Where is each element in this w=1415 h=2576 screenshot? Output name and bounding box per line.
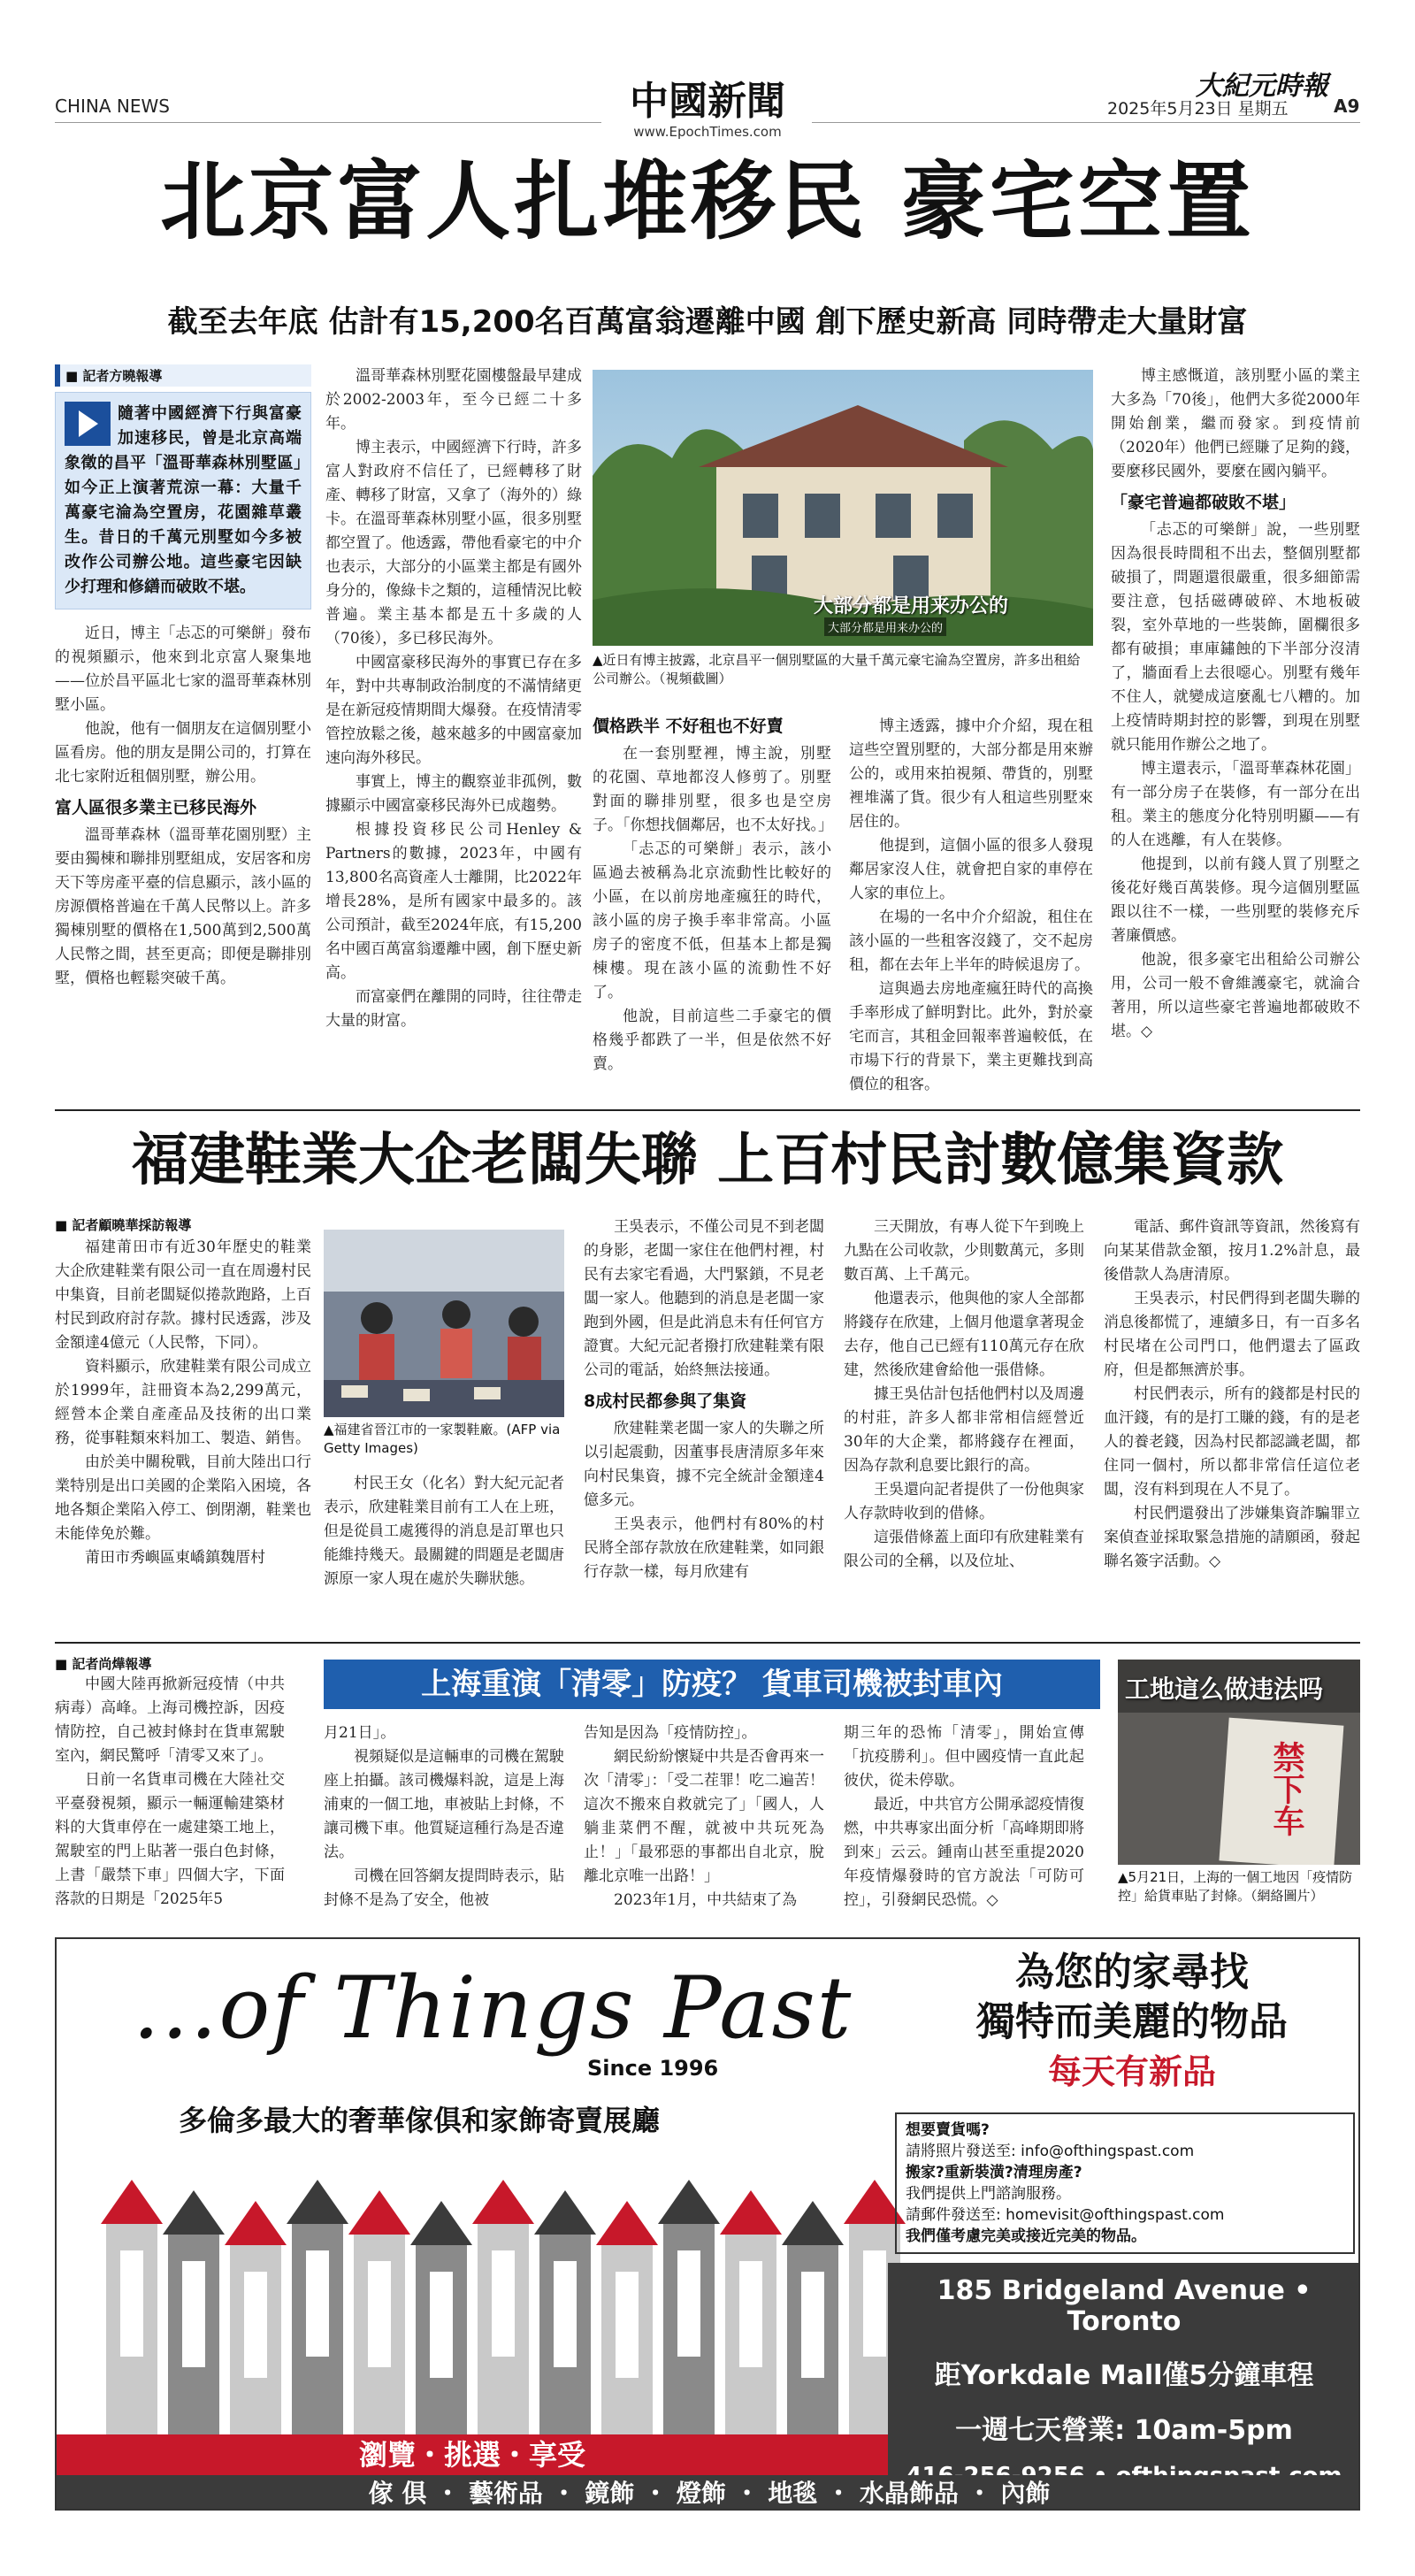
paragraph: 「忐忑的可樂餅」表示，該小區過去被稱為北京流動性比較好的小區，在以前房地產瘋狂的時代，該小區的房子換手率非常高。小區房子的密度不低，但基本上都是獨棟樓。現在該小區的流動性不好了。 [593,840,831,1001]
paragraph: 在一套別墅裡，博主說，別墅的花園、草地都沒人修剪了。別墅對面的聯排別墅，很多也是空房子。「你想找個鄰居，也不太好找。」 [593,745,833,834]
section-title: 中國新聞 [630,79,785,124]
contact-question: 搬家?重新裝潢?清理房產? [906,2164,1082,2181]
story3-col3 [584,1721,824,1913]
story2-col5 [1104,1215,1360,1574]
issue-date: 2025年5月23日 星期五 [1107,99,1289,119]
play-arrow-icon [65,402,111,446]
website-link[interactable]: www.EpochTimes.com [633,124,782,140]
house-window [368,2261,391,2367]
house-window [244,2272,267,2378]
paragraph: 他提到，這個小區的很多人發現鄰居家沒人住，就會把自家的車停在人家的車位上。 [849,837,1093,902]
ad-contact-box [895,2112,1355,2254]
paragraph: 「忐忑的可樂餅」說，一些別墅因為很長時間租不出去，整個別墅都破損了，問題還很嚴重，很多細節需要注意，包括磁磚破碎、木地板破裂，室外草地的一些裝飾，圍欄很多都有破損；車庫鏽蝕的下半部分沒清了，牆面看上去很噁心。別墅有幾年不住人，就變成這麼亂七八糟的。加上疫情時期封控的影響，到現在別墅就只能用作辦公之地了。 [1111,521,1360,754]
house-roof [101,2180,163,2224]
house-window [616,2272,639,2378]
paragraph: 事實上，博主的觀察並非孤例，數據顯示中國富豪移民海外已成趨勢。 [325,773,582,815]
story2-col2 [324,1472,564,1591]
subheading: 「豪宅普遍都破敗不堪」 [1111,493,1296,512]
photo-subtitle-overlay: 大部分都是用来办公的 [814,595,1009,617]
paragraph: 他說，他有一個朋友在這個別墅小區看房。他的朋友是開公司的，打算在北七家附近租個別墅，辦公用。 [55,720,311,786]
house-roof [410,2201,472,2245]
ad-categories: 傢 俱 ・ 藝術品 ・ 鏡飾 ・ 燈飾 ・ 地毯 ・ 水晶飾品 ・ 內飾 [57,2475,1360,2511]
subheading: 富人區很多業主已移民海外 [55,798,257,817]
paragraph: 近日，博主「忐忑的可樂餅」發布的視頻顯示，他來到北京富人聚集地——位於昌平區北七家的溫哥華森林別墅小區。 [55,625,311,714]
shoe-factory-illustration [324,1230,564,1417]
story1-col5 [1111,364,1360,1044]
seal-text: 禁下车 [1268,1741,1304,1836]
paragraph: 他說，目前這些二手豪宅的價格幾乎都跌了一半，但是依然不好賣。 [593,1008,831,1073]
ad-address: 185 Bridgeland Avenue • Toronto [937,2275,1312,2337]
ad-distance: 距Yorkdale Mall僅5分鐘車程 [934,2360,1314,2391]
story2-col4 [844,1215,1084,1574]
paragraph: 博主透露，據中介介紹，現在租這些空置別墅的，大部分都是用來辦公的，或用來拍視頻、帶貨的，別墅裡堆滿了貨。很少有人租這些別墅來居住的。 [849,717,1093,831]
paragraph: 村民們表示，所有的錢都是村民的血汗錢，有的是打工賺的錢，有的是老人的養老錢，因為村民都認識老闆，都住同一個村，所以都非常信任這位老闆，沒有料到現在人不見了。 [1104,1385,1360,1499]
story3-col1 [55,1654,285,1912]
story1-col2 [325,364,582,1033]
house-roof [782,2201,844,2245]
section-label-en: CHINA NEWS [55,96,170,117]
paragraph: 中國大陸再掀新冠疫情（中共病毒）高峰。上海司機控訴，因疫情防控，自己被封條封在貨車駕駛室內，網民驚呼「清零又來了」。 [55,1675,285,1765]
story3-col1-body [55,1673,285,1912]
story1-photo-caption: ▲近日有博主披露，北京昌平一個別墅區的大量千萬元豪宅淪為空置房，許多出租給公司辦公。（視頻截圖） [593,652,1081,686]
paragraph: 資料顯示，欣建鞋業有限公司成立於1999年，註冊資本為2,299萬元，經營本企業自產產品及技術的出口業務，從事鞋類來料加工、製造、銷售。 [55,1358,311,1447]
house-roof [287,2180,348,2224]
story2-col1-body [55,1236,311,1570]
ad-brand-name: ...of Things Past [133,1959,853,2058]
story3-byline: ■ 記者尚燁報導 [55,1656,152,1672]
story2-photo [324,1230,564,1417]
paragraph: 電話、郵件資訊等資訊，然後寫有向某某借款金額，按月1.2%計息，最後借款人為唐清原。 [1104,1218,1360,1284]
paragraph: 博主還表示，「溫哥華森林花園」有一部分房子在裝修，有一部分在出租。業主的態度分化特別明顯——有的人在逃離，有人在裝修。 [1111,760,1360,849]
newspaper-logo: 大紀元時報 [1196,71,1328,102]
paragraph: 日前一名貨車司機在大陸社交平臺發視頻，顯示一輛運輸建築材料的大貨車停在一處建築工地上，駕駛室的門上貼著一張白色封條，上書「嚴禁下車」四個大字，下面落款的日期是「2025年5 [55,1771,285,1908]
contact-question: 想要賣貨嗎? [906,2121,990,2139]
paragraph: 這張借條蓋上面印有欣建鞋業有限公司的全稱，以及位址、 [844,1529,1084,1570]
paragraph: 根據投資移民公司Henley & Partners的數據，2023年，中國有13,800名高資產人士離開，比2022年增長28%，是所有國家中最多的。該公司預計，截至2024年底，有15,200名中國百萬富翁遷離中國，創下歷史新高。 [325,821,582,982]
story3-photo [1118,1660,1360,1865]
ad-slogan-line2: 獨特而美麗的物品 [976,1999,1288,2044]
ad-banner: 瀏覽・挑選・享受 [57,2434,888,2475]
story1-col4 [849,715,1093,1097]
contact-email[interactable]: 請郵件發送至: homevisit@ofthingspast.com [906,2206,1225,2224]
story1-col1-body [55,622,311,991]
story3-col4 [844,1721,1084,1913]
story2-photo-caption: ▲福建省晉江市的一家製鞋廠。(AFP via Getty Images) [324,1422,561,1456]
story1-subheadline: 截至去年底 估計有15,200名百萬富翁遷離中國 創下歷史新高 同時帶走大量財富 [167,304,1248,340]
house-roof [348,2190,410,2235]
paragraph: 村民王女（化名）對大紀元記者表示，欣建鞋業目前有工人在上班，但是從員工處獲得的消息是訂單也只能維持幾天。最關鍵的問題是老闆唐源原一家人現在處於失聯狀態。 [324,1475,564,1588]
paragraph: 司機在回答網友提問時表示，貼封條不是為了安全，他被 [324,1867,564,1909]
paragraph: 王吳還向記者提供了一份他與家人存款時收到的借條。 [844,1481,1084,1522]
page-number: A9 [1334,96,1360,117]
story1-byline: ■ 記者方曉報導 [55,364,311,387]
ad-slogan-line1: 為您的家尋找 [1015,1950,1249,1995]
story1-col1 [55,364,311,991]
paragraph: 他提到，以前有錢人買了別墅之後花好幾百萬裝修。現今這個別墅區跟以往不一樣，一些別墅的裝修充斥著廉價感。 [1111,855,1360,945]
paragraph: 告知是因為「疫情防控」。 [584,1724,757,1742]
story3-col2 [324,1721,564,1913]
paragraph: 他還表示，他與他的家人全部都將錢存在欣建，上個月他還拿著現金去存，他自己已經有110萬元存在欣建，然後欣建會給他一張借條。 [844,1290,1084,1379]
story1-photo [593,370,1093,646]
story2-byline: ■ 記者顧曉華採訪報導 [55,1217,192,1233]
paragraph: 王吳表示，不僅公司見不到老闆的身影，老闆一家住在他們村裡，村民有去家宅看過，大門緊鎖，不見老闆一家人。他聽到的消息是老闆一家跑到外國，但是此消息未有任何官方證實。大紀元記者撥打欣建鞋業有限公司的電話，始終無法接通。 [584,1218,824,1379]
house-roof [163,2190,225,2235]
paragraph: 而富豪們在離開的同時，往往帶走大量的財富。 [325,988,582,1030]
paragraph: 博主感慨道，該別墅小區的業主大多為「70後」，他們大多從2000年開始創業，繼而發家。到疫情前（2020年）他們已經賺了足夠的錢，要麼移民國外，要麼在國內躺平。 [1111,367,1360,480]
house-roof [472,2180,534,2224]
house-window [677,2250,700,2357]
paragraph: 村民們還發出了涉嫌集資詐騙罪立案偵查並採取緊急措施的請願函，發起聯名簽字活動。◇ [1104,1505,1360,1570]
story3-headline: 上海重演「清零」防疫？ 貨車司機被封車內 [324,1660,1100,1709]
house-roof [658,2180,720,2224]
house-window [430,2272,453,2378]
house-window [182,2261,205,2367]
house-window [306,2250,329,2357]
house-roof [596,2201,658,2245]
paragraph: 欣建鞋業老闆一家人的失聯之所以引起震動，因董事長唐清原多年來向村民集資，據不完全統計金額達4億多元。 [584,1420,824,1509]
paragraph: 博主表示，中國經濟下行時，許多富人對政府不信任了，已經轉移了財產、轉移了財富，又拿了（海外的）綠卡。在溫哥華森林別墅小區，很多別墅都空置了。他透露，帶他看豪宅的中介也表示，大部分的小區業主都是有國外身分的，像綠卡之類的，這種情況比較普遍。業主基本都是五十多歲的人（70後），多已移民海外。 [325,439,582,648]
paragraph: 由於美中關稅戰，目前大陸出口行業特別是出口美國的企業陷入困境，各地各類企業陷入停工、倒閉潮，鞋業也未能倖免於難。 [55,1453,311,1543]
story2-headline: 福建鞋業大企老闆失聯 上百村民討數億集資款 [131,1127,1284,1193]
subheading: 價格跌半 不好租也不好賣 [593,717,784,736]
photo-subtitle-small: 大部分都是用来办公的 [824,617,946,636]
house-window [863,2250,886,2357]
paragraph: 2023年1月，中共結束了為 [614,1891,798,1909]
paragraph: 中國富豪移民海外的事實已存在多年，對中共專制政治制度的不滿情緒更是在新冠疫情期間大爆發。在疫情清零管控放鬆之後，越來越多的中國富豪加速向海外移民。 [325,654,582,767]
house-roof [534,2190,596,2235]
story1-headline: 北京富人扎堆移民 豪宅空置 [160,151,1255,251]
advertisement[interactable] [55,1937,1360,2511]
paragraph: 莆田市秀嶼區東嶠鎮魏厝村 [85,1549,265,1567]
paragraph: 溫哥華森林別墅花園樓盤最早建成於2002-2003年，至今已經二十多年。 [325,367,582,433]
paragraph: 網民紛紛懷疑中共是否會再來一次「清零」：「受二茬罪！吃二遍苦！這次不搬來自救就完了」「國人，人躺韭菜們不醒，就被中共玩死為止！」「最邪惡的事都出自北京，脫離北京唯一出路！」 [584,1748,824,1885]
house-window [739,2261,762,2367]
paragraph: 王吳表示，村民們得到老闆失聯的消息後都慌了，連續多日，有一百多名村民堵在公司門口，他們還去了區政府，但是都無濟於事。 [1104,1290,1360,1379]
paragraph: 溫哥華森林（溫哥華花園別墅）主要由獨棟和聯排別墅組成，安居客和房天下等房產平臺的信息顯示，該小區的房源價格普遍在千萬人民幣以上。許多獨棟別墅的價格在1,500萬到2,500萬人民幣之間，甚至更高；即便是聯排別墅，價格也輕鬆突破千萬。 [55,826,311,987]
photo-overlay-text: 工地這么做违法吗 [1125,1675,1324,1704]
ad-info-panel [888,2263,1360,2509]
story2-col1 [55,1215,311,1570]
house-window [554,2261,577,2367]
paragraph: 福建莆田市有近30年歷史的鞋業大企欣建鞋業有限公司一直在周邊村民中集資，目前老闆疑似捲款跑路，上百村民到政府討存款。據村民透露，涉及金額達4億元（人民幣，下同）。 [55,1238,311,1352]
house-roof [225,2201,287,2245]
story1-lead-box [55,392,311,610]
house-roof [720,2190,782,2235]
subheading: 8成村民都參與了集資 [584,1392,747,1411]
paragraph: 最近，中共官方公開承認疫情復燃，中共專家出面分析「高峰期即將到來」云云。鍾南山甚至重提2020年疫情爆發時的官方說法「可防可控」，引發網民恐慌。◇ [844,1796,1084,1909]
paragraph: 期三年的恐怖「清零」，開始宣傳「抗疫勝利」。但中國疫情一直此起彼伏，從未停歇。 [844,1724,1084,1790]
story1-col3 [593,715,831,1077]
ad-hours: 一週七天營業: 10am-5pm [955,2415,1293,2446]
ad-tagline: 多倫多最大的奢華傢俱和家飾寄賣展廳 [179,2104,661,2137]
paragraph: 視頻疑似是這輛車的司機在駕駛座上拍攝。該司機爆料說，這是上海浦東的一個工地，車被貼上封條，不讓司機下車。他質疑這種行為是否違法。 [324,1748,564,1861]
paragraph: 王吳表示，他們村有80%的村民將全部存款放在欣建鞋業，如同銀行存款一樣，每月欣建有 [584,1515,824,1581]
ad-since: Since 1996 [587,2056,719,2081]
contact-note: 我們僅考慮完美或接近完美的物品。 [906,2227,1146,2245]
house-window [801,2272,824,2378]
paragraph: 月21日」。 [324,1724,396,1742]
contact-answer: 我們提供上門諮詢服務。 [906,2185,1071,2203]
contact-answer[interactable]: 請將照片發送至: info@ofthingspast.com [906,2143,1195,2160]
paragraph: 據王吳估計包括他們村以及周邊的村莊，許多人都非常相信經營近30年的大企業，都將錢存在裡面，因為存款利息要比銀行的高。 [844,1385,1084,1475]
paragraph: 在場的一名中介介紹說，租住在該小區的一些租客沒錢了，交不起房租，都在去年上半年的時候退房了。 [849,908,1093,974]
house-window [120,2250,143,2357]
paragraph: 這與過去房地產瘋狂時代的高換手率形成了鮮明對比。此外，對於豪宅而言，其租金回報率普遍較低，在市場下行的背景下，業主更難找到高價位的租客。 [849,980,1093,1093]
story3-photo-caption: ▲5月21日，上海的一個工地因「疫情防控」給貨車貼了封條。（網絡圖片） [1118,1869,1353,1904]
ad-slogan-line3: 每天有新品 [1047,2052,1216,2091]
house-window [492,2250,515,2357]
story1-lead: 隨著中國經濟下行與富豪加速移民，曾是北京高端象徵的昌平「溫哥華森林別墅區」如今正上演著荒涼一幕：大量千萬豪宅淪為空置房，花園雜草叢生。昔日的千萬元別墅如今多被改作公司辦公地。這些豪宅因缺少打理和修繕而破敗不堪。 [65,404,302,596]
story2-col3 [584,1215,824,1584]
paragraph: 三天開放，有專人從下午到晚上九點在公司收款，少則數萬元，多則數百萬、上千萬元。 [844,1218,1084,1284]
paragraph: 他說，很多豪宅出租給公司辦公用，公司一般不會維護豪宅，就淪合著用，所以這些豪宅普遍地都破敗不堪。◇ [1111,951,1360,1040]
